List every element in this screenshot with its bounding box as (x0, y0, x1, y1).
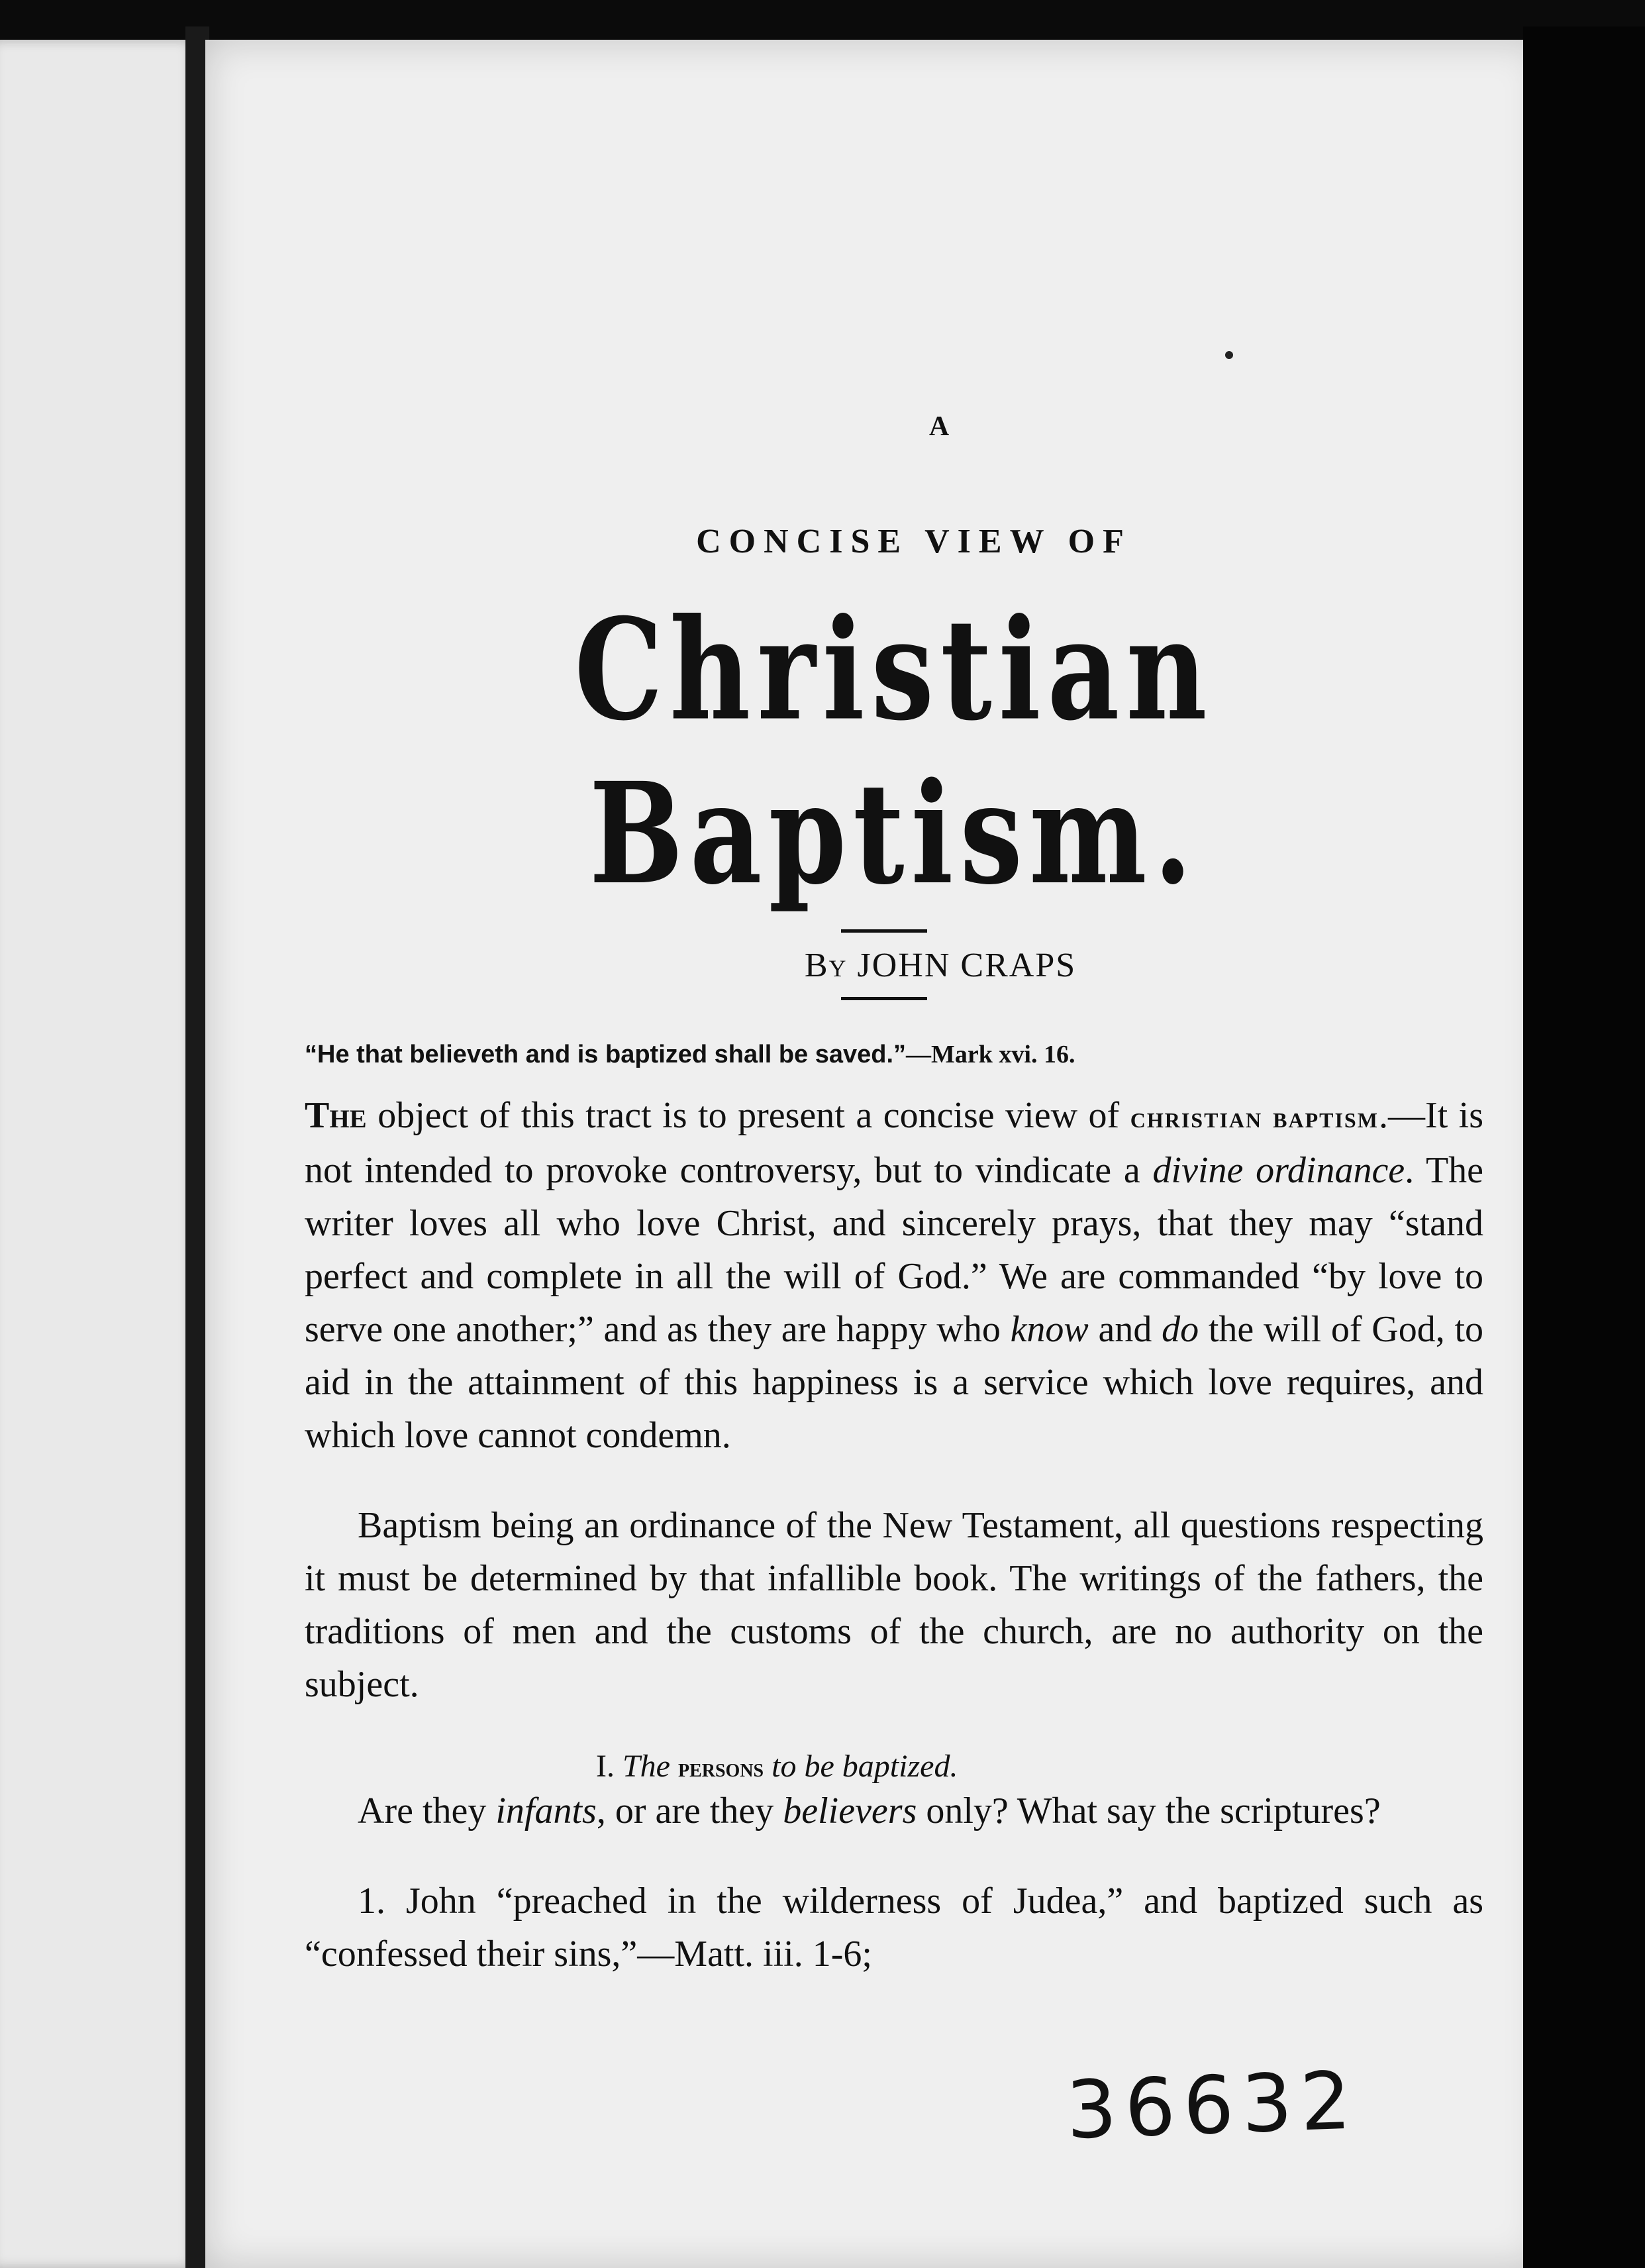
para1-text-e: the will of God, to aid in the attainment of this happiness is a service which love requires, and which love cannot condemn. (305, 1309, 1483, 1456)
divider-rule-lower (841, 997, 927, 1000)
author-name: JOHN CRAPS (857, 947, 1077, 984)
page-content (305, 411, 1483, 2018)
para1-lead: The (305, 1095, 367, 1136)
section-post: to be baptized. (764, 1749, 958, 1784)
para3-text-b: , or are they (596, 1790, 783, 1831)
epigraph-reference: —Mark xvi. 16. (906, 1041, 1075, 1068)
para1-emph: divine ordinance (1152, 1150, 1405, 1191)
section-caps: persons (677, 1753, 764, 1782)
para1-emph3: do (1162, 1309, 1199, 1350)
para1-text-b: .—It is not intended to provoke controversy, but to vindicate a (305, 1095, 1484, 1191)
para3-text-a: Are they (358, 1790, 496, 1831)
para1-text-d: and (1088, 1309, 1162, 1350)
divider-rule (841, 929, 927, 933)
ink-speck (1225, 351, 1233, 359)
section-heading (596, 1748, 1483, 1784)
paragraph-intro (305, 1089, 1483, 1462)
document-page (205, 40, 1543, 2268)
epigraph-quote: “He that believeth and is baptized shall be saved.” (305, 1041, 907, 1068)
author-line (397, 946, 1483, 985)
paragraph-john: 1. John “preached in the wilderness of Judea,” and baptized such as “confessed their sins,”—Matt. iii. 1-6; (305, 1881, 1483, 1975)
scan-border-right (1523, 26, 1645, 2268)
title-main: Christian Baptism. (574, 588, 1214, 915)
handwritten-number: 36632 (1064, 2055, 1361, 2157)
paragraph-authority: Baptism being an ordinance of the New Testament, all questions respecting it must be determined by that infallible book. The writings of the fathers, the traditions of men and the customs of the church, are no authority on the subject. (305, 1505, 1483, 1705)
para1-caps: christian baptism (1130, 1100, 1379, 1134)
para1-emph2: know (1010, 1309, 1089, 1350)
para1-text-c: . The writer loves all who love Christ, and sincerely prays, that they may “stand perfect and complete in all the will of God.” We are commanded “by love to serve one another;” and as they are happy who (305, 1150, 1484, 1350)
section-pre: The (622, 1749, 678, 1784)
author-by: By (804, 947, 848, 984)
para3-emph1: infants (495, 1790, 597, 1831)
epigraph (305, 1040, 1483, 1069)
left-page-edge (0, 40, 199, 2268)
para3-text-c: only? What say the scriptures? (917, 1790, 1381, 1831)
title-article: A (928, 411, 952, 442)
paragraph-question (305, 1784, 1483, 1837)
para3-emph2: believers (783, 1790, 917, 1831)
para1-text-a: object of this tract is to present a concise view of (366, 1095, 1130, 1136)
section-number: I. (596, 1749, 615, 1784)
title-subtitle: CONCISE VIEW OF (696, 523, 1132, 560)
